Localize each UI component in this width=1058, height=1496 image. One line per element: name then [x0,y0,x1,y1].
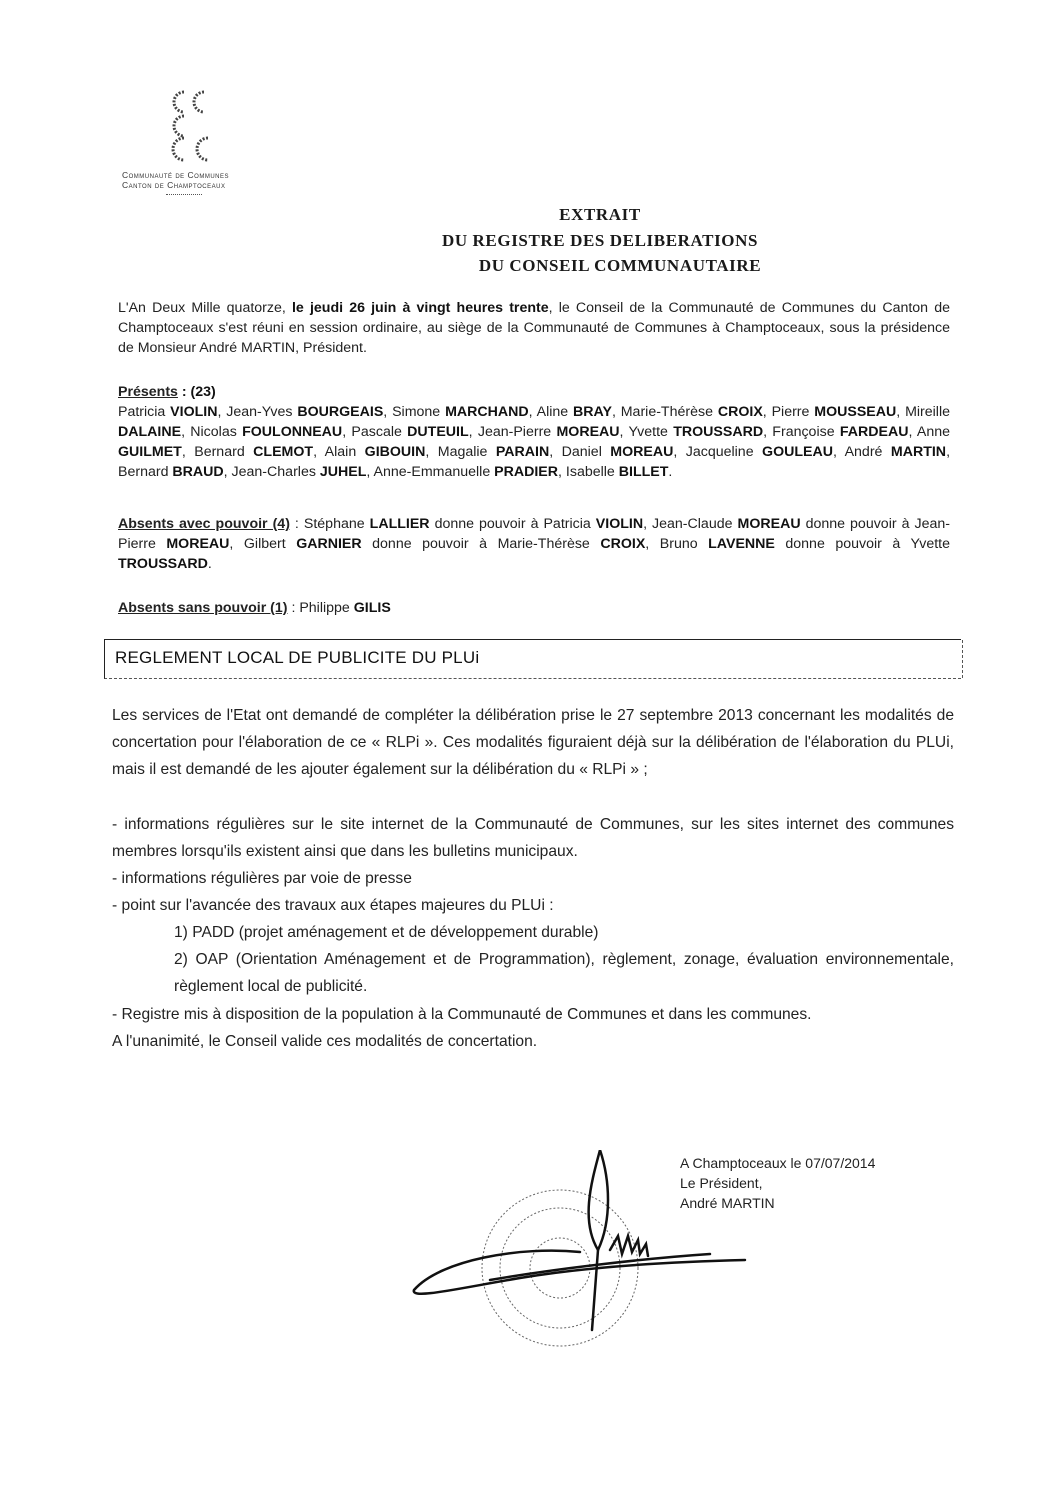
member-name: Jean-Yves BOURGEAIS [226,404,384,420]
member-name: André MARTIN [844,444,947,460]
official-stamp-icon [482,1190,638,1346]
member-name: Patricia VIOLIN [118,404,218,420]
member-name: Bernard BRAUD [118,464,224,480]
signature-block [680,1153,875,1213]
sub-list-item: 2) OAP (Orientation Aménagement et de Programmation), règlement, zonage, évaluation environnementale, règlement local de publicité. [174,951,954,995]
title-registre: DU REGISTRE DES DELIBERATIONS [441,231,759,250]
presents-label: Présents [118,384,178,400]
member-name: Magalie PARAIN [437,444,550,460]
absents-sans-label: Absents sans pouvoir (1) [118,600,288,616]
member-name: Françoise FARDEAU [772,424,909,440]
absents-avec-pouvoir: Absents avec pouvoir (4) : Stéphane LALLIER donne pouvoir à Patricia VIOLIN, Jean-Claude MOREAU donne pouvoir à Jean-Pierre MOREAU, Gilbert GARNIER donne pouvoir à Marie-Thérèse CROIX, Bruno LAVENNE donne pouvoir à Yvette TROUSSARD. [118,516,950,572]
member-name: Bernard CLEMOT [194,444,314,460]
proxy-entry: Gilbert GARNIER donne pouvoir à Marie-Thérèse CROIX [243,536,646,552]
logo-rule [166,194,202,195]
member-name: Isabelle BILLET [565,464,669,480]
proxy-list: Stéphane LALLIER donne pouvoir à Patricia VIOLIN, Jean-Claude MOREAU donne pouvoir à Jean-Pierre MOREAU, Gilbert GARNIER donne pouvoir à Marie-Thérèse CROIX, Bruno LAVENNE donne pouvoir à Yvette TROUSSARD. [118,516,950,572]
list-item: - Registre mis à disposition de la population à la Communauté de Communes et dans les communes. [112,1006,812,1023]
proxy-entry: Jean-Claude MOREAU donne pouvoir à Jean-Pierre MOREAU [118,516,950,552]
presents-list: Patricia VIOLIN, Jean-Yves BOURGEAIS, Simone MARCHAND, Aline BRAY, Marie-Thérèse CROIX, Pierre MOUSSEAU, Mireille DALAINE, Nicolas FOULONNEAU, Pascale DUTEUIL, Jean-Pierre MOREAU, Yvette TROUSSARD, Françoise FARDEAU, Anne GUILMET, Bernard CLEMOT, Alain GIBOUIN, Magalie PARAIN, Daniel MOREAU, Jacqueline GOULEAU, André MARTIN, Bernard BRAUD, Jean-Charles JUHEL, Anne-Emmanuelle PRADIER, Isabelle BILLET. [118,404,951,480]
list-item: - informations régulières par voie de presse [112,870,412,887]
meeting-date: le jeudi 26 juin à vingt heures trente [291,300,549,316]
signature-place-date: A Champtoceaux le 07/07/2014 [680,1155,876,1171]
body-paragraph-1: Les services de l'Etat ont demandé de compléter la délibération prise le 27 septembre 2013 concernant les modalités de concertation pour l'élaboration de ce « RLPi ». Ces modalités figuraient déjà sur la délibération de l'élaboration du PLUi, mais il est demandé de les ajouter également sur la délibération du « RLPi » ; [112,707,954,778]
proxy-entry: Stéphane LALLIER donne pouvoir à Patricia VIOLIN [303,516,644,532]
member-name: Jean-Pierre MOREAU [477,424,620,440]
member-name: Mireille DALAINE [118,404,950,440]
member-name: Nicolas FOULONNEAU [190,424,343,440]
member-name: Jacqueline GOULEAU [685,444,833,460]
member-name: Jean-Charles JUHEL [231,464,367,480]
title-extrait: EXTRAIT [559,205,641,224]
logo-text-line1: Communauté de Communes [122,170,229,180]
list-item: - point sur l'avancée des travaux aux étapes majeures du PLUi : [112,897,554,914]
ccc-logo-icon [158,86,218,166]
list-item: - informations régulières sur le site internet de la Communauté de Communes, sur les sites internet des communes membres lorsqu'ils existent ainsi que dans les bulletins municipaux. [112,816,954,860]
member-name: Pascale DUTEUIL [351,424,469,440]
member-name: Daniel MOREAU [561,444,674,460]
member-name: Aline BRAY [536,404,612,420]
sub-list-item: 1) PADD (projet aménagement et de développement durable) [174,924,599,941]
signature-role: Le Président, [680,1175,763,1191]
presents-heading [118,382,950,402]
conclusion: A l'unanimité, le Conseil valide ces modalités de concertation. [112,1033,538,1050]
member-name: Anne GUILMET [118,424,951,460]
subject-title: REGLEMENT LOCAL DE PUBLICITE DU PLUi [115,648,480,667]
intro-paragraph: L'An Deux Mille quatorze, le jeudi 26 juin à vingt heures trente, le Conseil de la Communauté de Communes du Canton de Champtoceaux s'est réuni en session ordinaire, au siège de la Communauté de Communes à Champtoceaux, sous la présidence de Monsieur André MARTIN, Président. [118,300,950,356]
presents-count: : (23) [177,384,216,400]
subject-box [104,639,961,679]
title-conseil: DU CONSEIL COMMUNAUTAIRE [478,256,762,275]
absents-avec-label: Absents avec pouvoir (4) [118,516,290,532]
logo-text-line2: Canton de Champtoceaux [122,180,226,190]
member-name: Yvette TROUSSARD [628,424,764,440]
member-name: Pierre MOUSSEAU [771,404,897,420]
absents-sans-pouvoir: Absents sans pouvoir (1) : Philippe GILIS [118,600,391,616]
proxy-entry: Bruno LAVENNE donne pouvoir à Yvette TROUSSARD [118,536,950,572]
member-name: Simone MARCHAND [392,404,529,420]
member-name: Alain GIBOUIN [324,444,426,460]
member-name: Marie-Thérèse CROIX [620,404,763,420]
member-name: Anne-Emmanuelle PRADIER [373,464,559,480]
signature-name: André MARTIN [680,1195,775,1211]
